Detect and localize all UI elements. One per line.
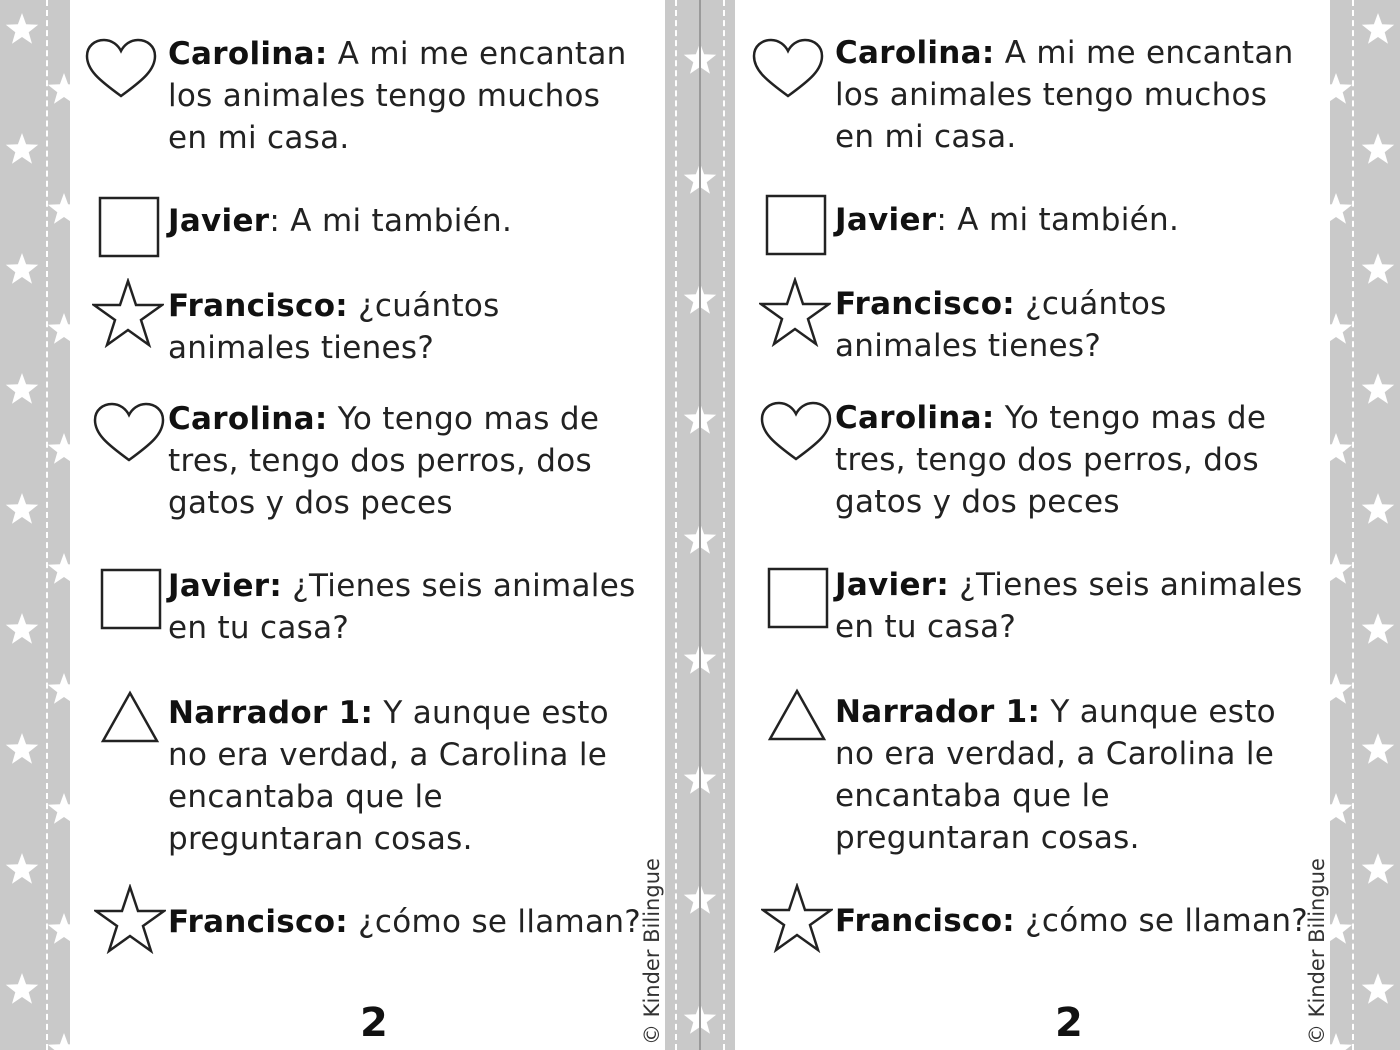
border-star-icon (1362, 133, 1394, 164)
border-star-icon (6, 613, 38, 644)
border-star-icon (48, 433, 70, 464)
dialog-text: Yo tengo mas de tres, tengo dos perros, dos gatos y dos peces (835, 400, 1267, 520)
page-number: 2 (1055, 1000, 1083, 1046)
dialog-line (835, 564, 1315, 648)
dialog-text: Y aunque esto no era verdad, a Carolina le encantaba que le preguntaran cosas. (168, 695, 609, 857)
border-star-icon (1362, 13, 1394, 44)
border-star-icon (6, 853, 38, 884)
speaker-name: Javier: (835, 567, 950, 603)
dialog-line (168, 565, 648, 649)
dashed-line (46, 0, 48, 1050)
speaker-name: Javier: (168, 568, 283, 604)
dialog-text: ¿Tienes seis animales en tu casa? (168, 568, 636, 646)
dashed-line (675, 0, 677, 1050)
triangle-icon (100, 690, 160, 748)
booklet-page-left (70, 0, 665, 1050)
page-number: 2 (360, 1000, 388, 1046)
square-icon (98, 196, 160, 262)
border-star-icon (6, 493, 38, 524)
border-star-icon (1362, 493, 1394, 524)
heart-icon (92, 402, 166, 468)
border-star-icon (48, 1033, 70, 1050)
border-star-icon (48, 553, 70, 584)
speaker-name: Javier (168, 203, 270, 239)
star-icon (92, 278, 164, 352)
dialog-line (835, 397, 1315, 523)
border-star-icon (1330, 433, 1352, 464)
dialog-line (168, 200, 648, 242)
star-border-left (0, 0, 70, 1050)
dialog-text: A mi me encantan los animales tengo muchos en mi casa. (168, 36, 627, 156)
border-star-icon (48, 73, 70, 104)
dialog-line (835, 199, 1315, 241)
speaker-name: Francisco: (835, 286, 1015, 322)
border-star-icon (1362, 373, 1394, 404)
star-icon (759, 277, 831, 351)
heart-icon (751, 38, 825, 104)
border-star-icon (1362, 973, 1394, 1004)
border-star-icon (6, 733, 38, 764)
border-star-icon (6, 973, 38, 1004)
border-star-icon (6, 253, 38, 284)
border-star-icon (1362, 733, 1394, 764)
border-star-icon (1330, 673, 1352, 704)
speaker-name: Carolina: (168, 401, 328, 437)
dialog-line (835, 283, 1315, 367)
speaker-name: Narrador 1: (168, 695, 374, 731)
speaker-name: Carolina: (835, 400, 995, 436)
border-star-icon (48, 913, 70, 944)
dialog-text: ¿cuántos animales tienes? (168, 288, 500, 366)
border-star-icon (48, 313, 70, 344)
border-star-icon (1330, 313, 1352, 344)
square-icon (100, 568, 162, 634)
dashed-line (1352, 0, 1354, 1050)
border-star-icon (1330, 73, 1352, 104)
speaker-name: Narrador 1: (835, 694, 1041, 730)
border-star-icon (1330, 913, 1352, 944)
triangle-icon (767, 688, 827, 746)
border-star-icon (1362, 853, 1394, 884)
star-icon (761, 883, 833, 957)
border-star-icon (1362, 613, 1394, 644)
speaker-name: Francisco: (168, 904, 348, 940)
border-star-icon (6, 13, 38, 44)
dialog-line (168, 33, 648, 159)
dialog-line (168, 692, 648, 860)
copyright-credit: © Kinder Bilingue (640, 858, 664, 1045)
border-star-icon (1330, 193, 1352, 224)
border-star-icon (48, 193, 70, 224)
square-icon (767, 567, 829, 633)
dialog-text: Y aunque esto no era verdad, a Carolina le encantaba que le preguntaran cosas. (835, 694, 1276, 856)
border-star-icon (1330, 793, 1352, 824)
border-star-icon (1362, 253, 1394, 284)
speaker-name: Francisco: (168, 288, 348, 324)
speaker-name: Francisco: (835, 903, 1015, 939)
booklet-page-right (735, 0, 1330, 1050)
heart-icon (84, 38, 158, 104)
dialog-text: A mi me encantan los animales tengo muchos en mi casa. (835, 35, 1294, 155)
dialog-line (168, 901, 648, 943)
square-icon (765, 194, 827, 260)
fold-line (699, 0, 701, 1050)
speaker-name: Carolina: (168, 36, 328, 72)
border-star-icon (1330, 553, 1352, 584)
dialog-line (835, 900, 1315, 942)
star-border-center (665, 0, 735, 1050)
star-icon (94, 884, 166, 958)
dialog-text: : A mi también. (269, 203, 513, 239)
border-star-icon (6, 373, 38, 404)
dialog-line (168, 285, 648, 369)
star-border-right (1330, 0, 1400, 1050)
dialog-text: ¿cómo se llaman? (358, 904, 642, 940)
speaker-name: Javier (835, 202, 937, 238)
dialog-line (835, 32, 1315, 158)
border-star-icon (6, 133, 38, 164)
heart-icon (759, 401, 833, 467)
copyright-credit: © Kinder Bilingue (1305, 858, 1329, 1045)
border-star-icon (48, 673, 70, 704)
dialog-text: ¿cuántos animales tienes? (835, 286, 1167, 364)
border-star-icon (1330, 1033, 1352, 1050)
star-pattern-right (1330, 0, 1400, 1050)
star-pattern-left (0, 0, 70, 1050)
dialog-text: Yo tengo mas de tres, tengo dos perros, dos gatos y dos peces (168, 401, 600, 521)
border-star-icon (48, 793, 70, 824)
dashed-line (723, 0, 725, 1050)
dialog-text: : A mi también. (936, 202, 1180, 238)
dialog-text: ¿cómo se llaman? (1025, 903, 1309, 939)
dialog-line (835, 691, 1315, 859)
dialog-line (168, 398, 648, 524)
dialog-text: ¿Tienes seis animales en tu casa? (835, 567, 1303, 645)
speaker-name: Carolina: (835, 35, 995, 71)
